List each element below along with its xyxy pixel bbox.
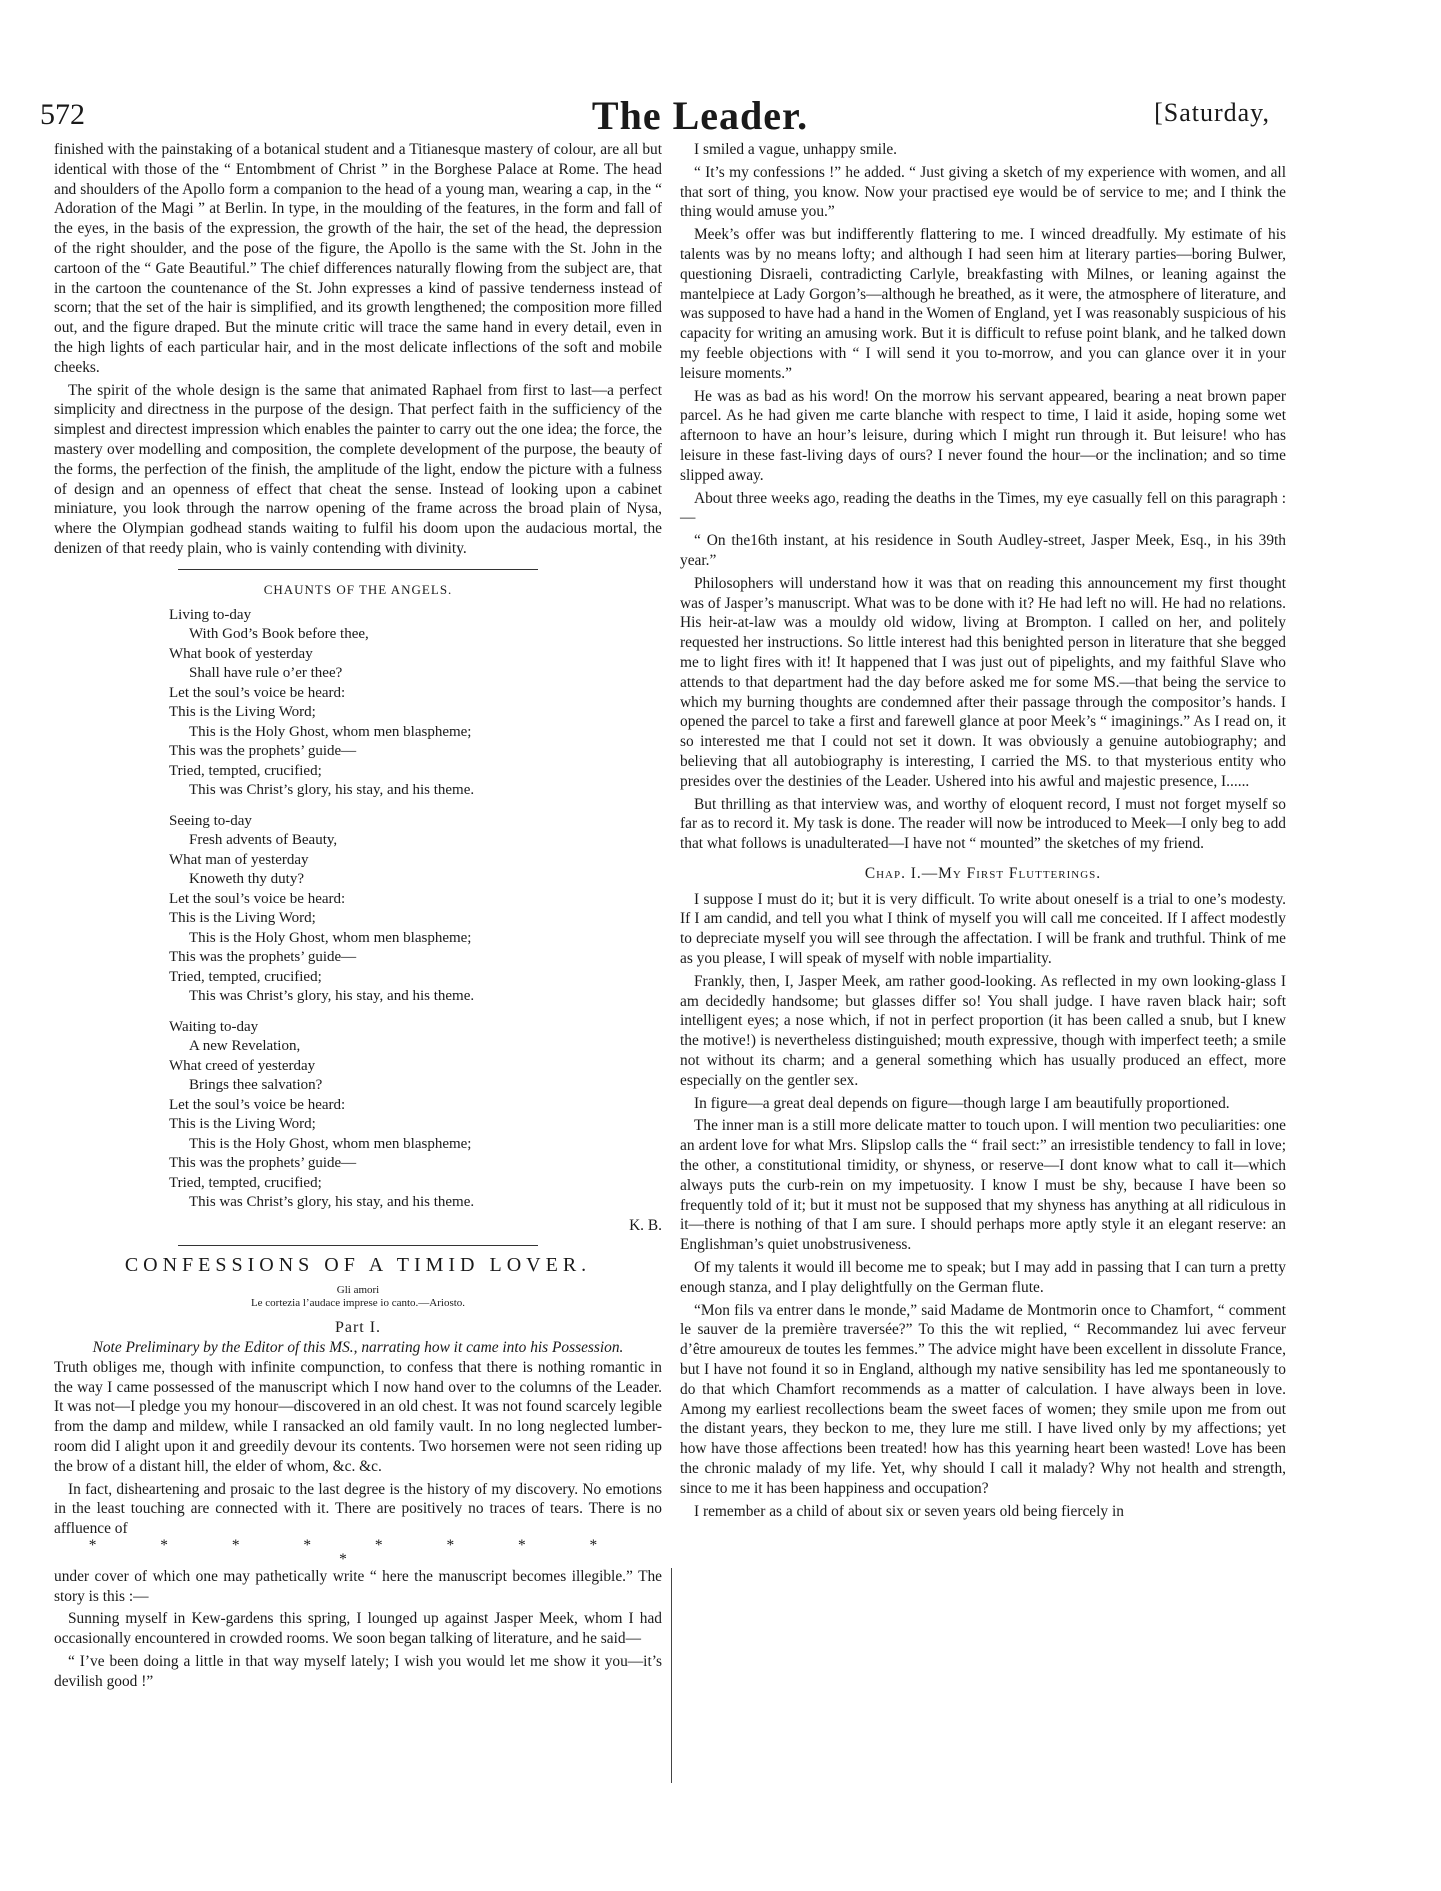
asterisks: * * * * * * * * * — [88, 1536, 628, 1568]
right-column — [680, 140, 1286, 1521]
left-column — [54, 140, 662, 1692]
poem-line: Let the soul’s voice be heard: — [169, 890, 346, 907]
paragraph: under cover of which one may pathetically write “ here the manuscript becomes illegible.” The story is this :— — [54, 1567, 662, 1605]
paragraph: He was as bad as his word! On the morrow his servant appeared, bearing a neat brown paper parcel. As he had given me carte blanche with respect to time, I laid it aside, hoping some wet afternoon to have an hour’s leisure, during which I might run through it. But leisure! who has leisure in these fast-living days of ours? I never found the hour—or the inclination; and so time slipped away. — [680, 387, 1286, 484]
poem-title: CHAUNTS OF THE ANGELS. — [263, 581, 453, 597]
paragraph: “ I’ve been doing a little in that way myself lately; I wish you would let me show it you—it’s devilish good !” — [54, 1653, 662, 1690]
date-label: [Saturday, — [1154, 98, 1270, 127]
paragraph: Of my talents it would ill become me to speak; but I may add in passing that I can turn a pretty enough stanza, and I play delightfully on the German flute. — [680, 1259, 1286, 1296]
poem-line: Waiting to-day — [169, 1018, 259, 1035]
poem-line: Tried, tempted, crucified; — [169, 1174, 322, 1191]
poem-line: What creed of yesterday — [169, 1057, 316, 1074]
paragraph: “Mon fils va entrer dans le monde,” said Madame de Montmorin once to Chamfort, “ comment le sauver de la première traversée?” To this the wit replied, “ Recommandez lui avec ferveur d’être amoureux de toutes les femmes.” The advice might have been excellent in dissolute France, but I have not found it so in England, although my native sensibility has led me spontaneously to do that which Chamfort recommends as a matter of calculation. I have always been in love. Among my earliest recollections beam the sweet faces of women; they smile upon me from out the distant years, they beckon to me, they lure me still. I have lived only by my affections; yet how have those affections been treated! how has this yearning heart been wasted! Love has been the chronic malady of my life. Yet, why should I call it malady? Why not health and strength, since to me it has been happiness and occupation? — [680, 1301, 1286, 1497]
poem-line: Shall have rule o’er thee? — [189, 665, 343, 682]
paragraph: In fact, disheartening and prosaic to the last degree is the history of my discovery. No emotions in the least touching are connected with it. There are positively no traces of tears. There is no affluence of — [54, 1480, 662, 1538]
poem-line: This is the Living Word; — [169, 1116, 316, 1133]
stanza — [169, 606, 662, 801]
epigraph — [54, 1284, 662, 1310]
poem-line: What man of yesterday — [169, 851, 309, 868]
poem-line: Knoweth thy duty? — [189, 871, 304, 888]
chapter-title: Chap. I.—My First Flutterings. — [864, 864, 1102, 882]
poem-line: This was Christ’s glory, his stay, and his theme. — [189, 782, 475, 799]
poem-line: This is the Living Word; — [169, 910, 316, 927]
poem-line: This was Christ’s glory, his stay, and his theme. — [189, 988, 475, 1005]
masthead: The Leader. — [591, 93, 809, 138]
paragraph: I remember as a child of about six or seven years old being fiercely in — [694, 1502, 1124, 1520]
poem-line: A new Revelation, — [189, 1038, 301, 1055]
poem-line: This was the prophets’ guide— — [169, 1155, 357, 1172]
signature: K. B. — [629, 1216, 662, 1234]
poem-line: Living to-day — [169, 606, 252, 623]
poem-line: Brings thee salvation? — [189, 1077, 323, 1094]
divider — [178, 569, 538, 570]
epigraph-line: Le cortezia l’audace imprese io canto.—Ariosto. — [250, 1297, 466, 1310]
divider — [178, 1245, 538, 1246]
stanza — [169, 1018, 662, 1213]
poem-line: This is the Holy Ghost, whom men blaspheme; — [189, 1135, 472, 1152]
poem-line: This was the prophets’ guide— — [169, 743, 357, 760]
poem-line: Tried, tempted, crucified; — [169, 968, 322, 985]
paragraph: finished with the painstaking of a botanical student and a Titianesque mastery of colour, are all but identical with those of the “ Entombment of Christ ” in the Borghese Palace at Rome. The head and shoulders of the Apollo form a companion to the head of a young man, wearing a cap, in the “ Adoration of the Magi ” at Berlin. In type, in the moulding of the features, in the form and fall of the eyes, in the basis of the expression, the growth of the hair, the set of the head, the depression of the right shoulder, and the pose of the figure, the Apollo is the same with the St. John in the cartoon of the “ Gate Beautiful.” The chief differences naturally flowing from the subject are, that in the cartoon the countenance of the St. John expresses a kind of passive tenderness instead of scorn; that the set of the hair is simplified, and its growth lengthened; the composition more filled out, and the figure draped. But the minute critic will trace the same hand in every detail, even in the high lights of each particular hair, and in the most delicate inflections of the soft and mobile cheeks. — [54, 141, 662, 376]
page-number: 572 — [40, 98, 85, 131]
paragraph: But thrilling as that interview was, and worthy of eloquent record, I must not forget myself so far as to record it. My task is done. The reader will now be introduced to Meek—I only beg to add that what follows is unadulterated—I have not “ mounted” the sketches of my friend. — [680, 795, 1286, 853]
poem-line: Tried, tempted, crucified; — [169, 762, 322, 779]
poem-line: This was the prophets’ guide— — [169, 949, 357, 966]
poem-line: This is the Holy Ghost, whom men blaspheme; — [189, 723, 472, 740]
paragraph: Philosophers will understand how it was that on reading this announcement my first thought was of Jasper’s manuscript. What was to be done with it? He had left no will. He had no relations. His heir-at-law was a mouldy old widow, living at Brompton. I called on her, and politely requested her instructions. So little interest had this benighted person in literature that she begged me to light fires with it! It happened that I was just out of pipelights, and my faithful Slave who attends to that department had the day before asked me for some MS.—that being the service to which my burning thoughts are condemned after their passage through the compositor’s hands. I opened the parcel to take a first and farewell glance at poor Meek’s “ imaginings.” As I read on, it so interested me that I could not set it down. It was obviously a genuine autobiography; and believing that all autobiography is interesting, I carried the MS. to that mysterious entity who presides over the destinies of the Leader. Ushered into his awful and majestic presence, I...... — [680, 574, 1286, 790]
editor-note: Note Preliminary by the Editor of this MS., narrating how it came into his Possession. — [92, 1338, 624, 1356]
paragraph: The spirit of the whole design is the same that animated Raphael from first to last—a perfect simplicity and directness in the purpose of the design. That perfect faith in the sufficiency of the simplest and directest impression which enables the painter to carry out the one idea; the force, the mastery over modelling and composition, the complete development of the purpose, the beauty of the forms, the perfection of the finish, the amplitude of the light, endow the picture with a fulness of design and an openness of effect that cheat the sense. Instead of looking upon a cabinet miniature, you look through the narrow opening of the frame across the broad plain of Nysa, where the Olympian godhead stands waiting to fulfil his doom upon the audacious mortal, the denizen of that reedy plain, who is vainly contending with divinity. — [54, 381, 662, 557]
poem-line: Let the soul’s voice be heard: — [169, 1096, 346, 1113]
column-rule — [671, 1568, 672, 1783]
paragraph: Sunning myself in Kew-gardens this spring, I lounged up against Jasper Meek, whom I had occasionally encountered in crowded rooms. We soon began talking of literature, and he said— — [54, 1610, 662, 1648]
poem-line: What book of yesterday — [169, 645, 313, 662]
poem-line: Fresh advents of Beauty, — [189, 832, 338, 849]
paragraph: The inner man is a still more delicate matter to touch upon. I will mention two peculiarities: one an ardent love for what Mrs. Slipslop calls the “ frail sect:” an irresistible tendency to fall in love; the other, a constitutional timidity, or shyness, or reserve—I dont know what to call it—which always puts the curb-rein on my impetuosity. I know I must be shy, because I have been so frequently told of it; but it must not be supposed that my shyness has anything at all ridiculous in it—there is nothing of that I am sure. I should perhaps more aptly style it an elegant reserve: an Englishman’s quiet unobstrusiveness. — [680, 1117, 1286, 1254]
paragraph: In figure—a great deal depends on figure—though large I am beautifully proportioned. — [694, 1094, 1230, 1112]
poem-line: Let the soul’s voice be heard: — [169, 684, 346, 701]
poem-line: With God’s Book before thee, — [189, 626, 369, 643]
paragraph: Truth obliges me, though with infinite compunction, to confess that there is nothing romantic in the way I came possessed of the manuscript which I now hand over to the columns of the Leader. It was not—I pledge you my honour—discovered in an old chest. It was not found scarcely legible from the damp and mildew, while I ransacked an old family vault. In no long neglected lumber-room did I alight upon it and greedily devour its contents. Two horsemen were not seen riding up the brow of a distant hill, the elder of whom, &c. &c. — [54, 1358, 662, 1475]
paragraph: I suppose I must do it; but it is very difficult. To write about oneself is a trial to one’s modesty. If I am candid, and tell you what I think of myself you will call me conceited. If I affect modestly to depreciate myself you will see through the affectation. I will be frank and truthful. Think of me as you please, I will speak of myself with noble impartiality. — [680, 890, 1286, 968]
poem-line: Seeing to-day — [169, 812, 252, 829]
paragraph: Meek’s offer was but indifferently flattering to me. I winced dreadfully. My estimate of his talents was by no means lofty; and although I had seen him at literary parties—boring Bulwer, questioning Disraeli, contradicting Carlyle, breakfasting with Milnes, or leaning against the mantelpiece at Lady Gorgon’s—although he breathed, as it were, the atmosphere of literature, and was supposed to have had a hand in the Women of England, yet I was reasonably suspicious of his capacity for writing an amusing work. But it is difficult to refuse point blank, and he talked down my feeble objections with “ I will send it you to-morrow, and you can glance over it in your leisure moments.” — [680, 226, 1286, 382]
poem — [169, 606, 662, 1213]
article-title: CONFESSIONS OF A TIMID LOVER. — [124, 1254, 592, 1277]
paragraph: Frankly, then, I, Jasper Meek, am rather good-looking. As reflected in my own looking-glass I am decidedly handsome; but glasses differ so! You shall judge. I have raven black hair; soft intelligent eyes; a nose which, if not in perfect proportion (it has been called a snub, but I knew the motive!) is nevertheless distinguished; mouth expressive, though with imperfect teeth; a smile not without its charm; and a general something which has usually produced an effect, more especially on the gentler sex. — [680, 972, 1286, 1089]
paragraph: I smiled a vague, unhappy smile. — [694, 141, 898, 158]
paragraph: About three weeks ago, reading the deaths in the Times, my eye casually fell on this paragraph :— — [680, 489, 1286, 527]
page-header — [40, 92, 1270, 136]
poem-line: This was Christ’s glory, his stay, and his theme. — [189, 1194, 475, 1211]
stanza — [169, 812, 662, 1007]
poem-line: This is the Living Word; — [169, 704, 316, 721]
epigraph-line: Gli amori — [336, 1284, 380, 1297]
paragraph: “ It’s my confessions !” he added. “ Just giving a sketch of my experience with women, and all that sort of thing, you know. Now your practised eye would be of service to me; and I think the thing would amuse you.” — [680, 163, 1286, 221]
paragraph: “ On the16th instant, at his residence in South Audley-street, Jasper Meek, Esq., in his 39th year.” — [680, 532, 1286, 569]
part-title: Part I. — [334, 1319, 382, 1337]
poem-line: This is the Holy Ghost, whom men blaspheme; — [189, 929, 472, 946]
